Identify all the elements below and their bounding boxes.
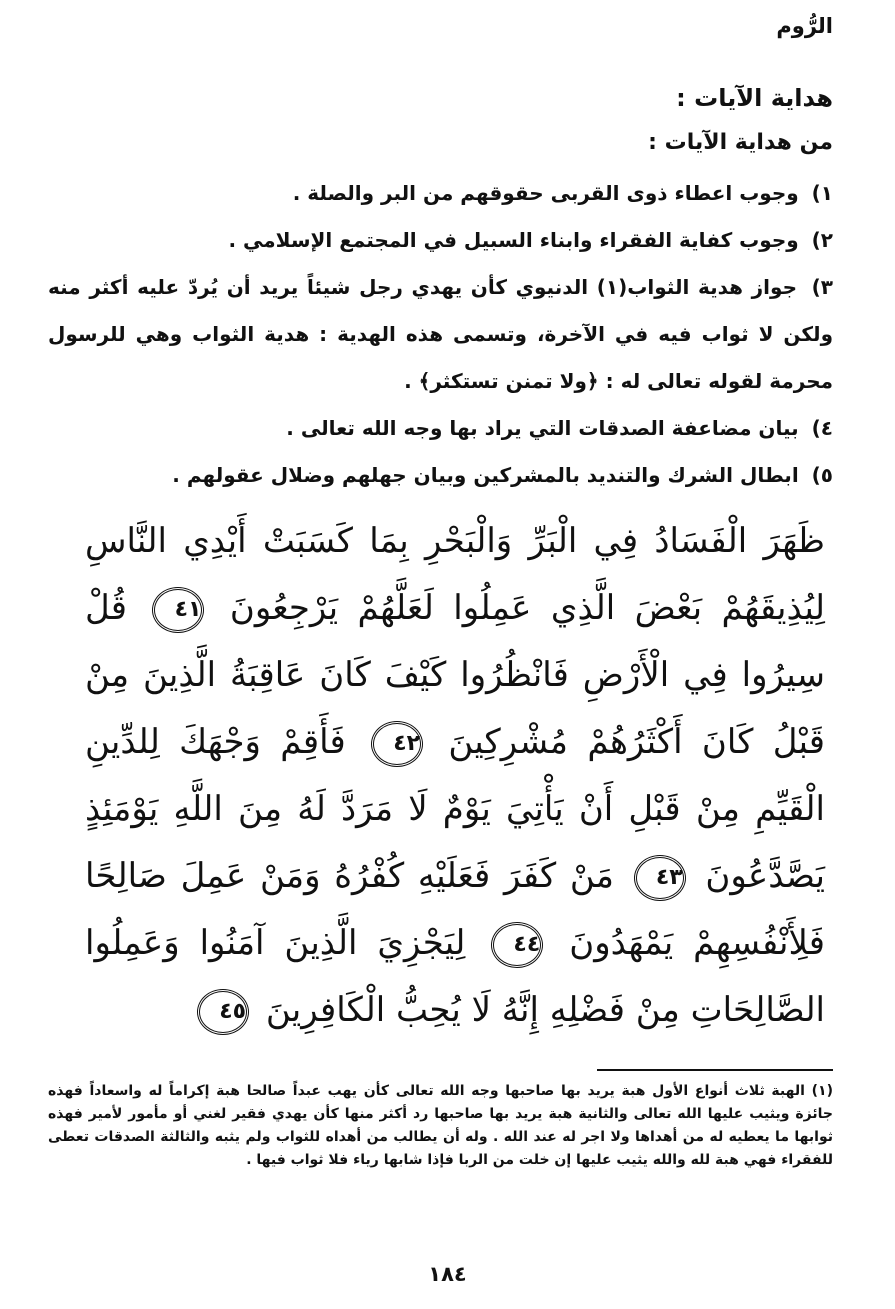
section-title: هداية الآيات : bbox=[676, 84, 833, 112]
verse-text-44: مَنْ كَفَرَ فَعَلَيْهِ كُفْرُهُ وَمَنْ عَمِلَ صَالِحًا فَلِأَنْفُسِهِمْ يَمْهَدُونَ bbox=[85, 856, 826, 963]
list-item bbox=[48, 217, 833, 264]
point-text: جواز هدية الثواب(١) الدنيوي كأن يهدي رجل شيئاً يريد أن يُردّ عليه أكثر منه ولكن لا ثواب فيه في الآخرة، وتسمى هذه الهدية : هدية الثواب وهي للرسول محرمة لقوله تعالى له : ﴿ولا تمنن تستكثر﴾ . bbox=[48, 275, 833, 393]
verse-text-45: لِيَجْزِيَ الَّذِينَ آمَنُوا وَعَمِلُوا الصَّالِحَاتِ مِنْ فَضْلِهِ إِنَّهُ لَا يُحِبُّ الْكَافِرِينَ bbox=[85, 923, 825, 1030]
verse-end-marker-42: ٤٢ bbox=[371, 721, 423, 767]
point-number: ٥) bbox=[811, 463, 833, 487]
section-subtitle: من هداية الآيات : bbox=[648, 130, 833, 155]
list-item bbox=[48, 264, 833, 405]
quran-verses-block bbox=[85, 508, 825, 1044]
page-number: ١٨٤ bbox=[428, 1262, 467, 1286]
point-number: ٤) bbox=[811, 416, 833, 440]
verse-text-41: ظَهَرَ الْفَسَادُ فِي الْبَرِّ وَالْبَحْرِ بِمَا كَسَبَتْ أَيْدِي النَّاسِ لِيُذِيقَهُمْ بَعْضَ الَّذِي عَمِلُوا لَعَلَّهُمْ يَرْجِعُونَ bbox=[85, 521, 825, 628]
point-text: وجوب اعطاء ذوى القربى حقوقهم من البر والصلة . bbox=[292, 181, 799, 205]
footnote-separator bbox=[597, 1069, 833, 1071]
point-number: ٢) bbox=[811, 228, 833, 252]
list-item bbox=[48, 170, 833, 217]
verse-end-marker-43: ٤٣ bbox=[634, 855, 686, 901]
verse-end-marker-44: ٤٤ bbox=[491, 922, 543, 968]
list-item bbox=[48, 452, 833, 499]
running-header-surah-name: الرُّوم bbox=[776, 14, 833, 38]
list-item bbox=[48, 405, 833, 452]
verse-text-42: قُلْ سِيرُوا فِي الْأَرْضِ فَانْظُرُوا كَيْفَ كَانَ عَاقِبَةُ الَّذِينَ مِنْ قَبْلُ كَانَ أَكْثَرُهُمْ مُشْرِكِينَ bbox=[85, 588, 825, 762]
point-number: ٣) bbox=[811, 275, 834, 299]
verse-text-43: فَأَقِمْ وَجْهَكَ لِلدِّينِ الْقَيِّمِ مِنْ قَبْلِ أَنْ يَأْتِيَ يَوْمٌ لَا مَرَدَّ لَهُ مِنَ اللَّهِ يَوْمَئِذٍ يَصَّدَّعُونَ bbox=[85, 722, 826, 896]
footnote: (١) الهبة ثلاث أنواع الأول هبة يريد بها صاحبها وجه الله تعالى كأن يهب عبداً صالحا هبة إكراماً له واسعاداً فهذه جائزة ويثيب عليها الله تعالى والثانية هبة يريد بها صاحبها رد أكثر منها كأن يهدي فقير لغني أو مأمور لأمير فهذه ثوابها ما يعطيه له من أهداها ولا اجر له عند الله . وله أن يطالب من أهداه للثواب ولم يثبه والثالثة الصدقات تعطى للفقراء فهي هبة لله والله يثيب عليها إن خلت من الربا فإذا شابها رياء فلا ثواب فيها . bbox=[48, 1083, 833, 1168]
guidance-points-list bbox=[48, 170, 833, 499]
point-text: ابطال الشرك والتنديد بالمشركين وبيان جهلهم وضلال عقولهم . bbox=[172, 463, 799, 487]
point-text: وجوب كفاية الفقراء وابناء السبيل في المجتمع الإسلامي . bbox=[228, 228, 799, 252]
verse-end-marker-45: ٤٥ bbox=[197, 989, 249, 1035]
point-number: ١) bbox=[811, 181, 833, 205]
verse-end-marker-41: ٤١ bbox=[152, 587, 204, 633]
point-text: بيان مضاعفة الصدقات التي يراد بها وجه الله تعالى . bbox=[286, 416, 799, 440]
